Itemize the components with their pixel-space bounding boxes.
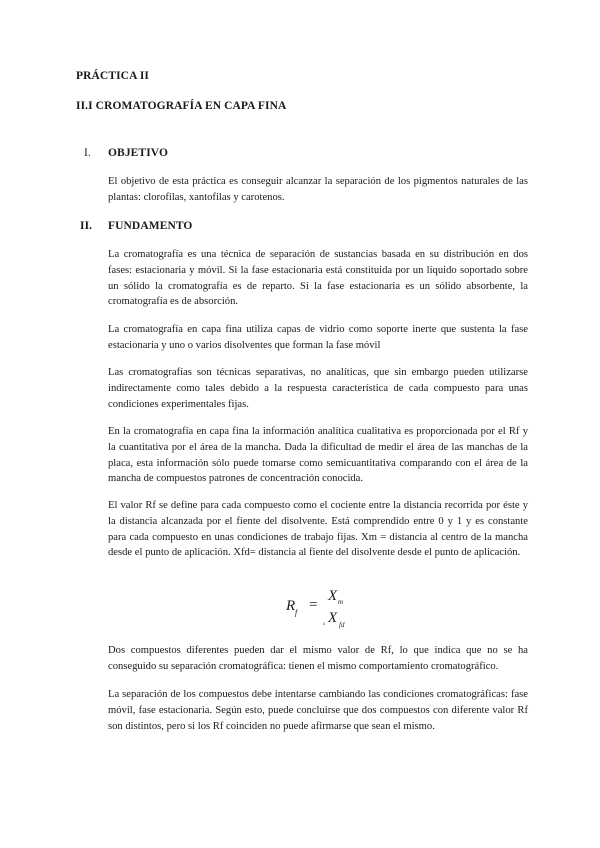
fundamento-heading: FUNDAMENTO bbox=[108, 220, 193, 232]
section-title: II.I CROMATOGRAFÍA EN CAPA FINA bbox=[76, 100, 287, 112]
fundamento-paragraph-5: El valor Rf se define para cada compuesto como el cociente entre la distancia recorrida por éste y la distancia alcanzada por el fiente del disolvente. Está comprendido entre 0 y 1 y es constante para cada compuesto en unas condiciones de trabajo fijas. Xm = distancia al centro de la mancha desde el punto de aplicación. Xfd= distancia al fiente del disolvente desde el punto de aplicación. bbox=[108, 500, 528, 559]
objetivo-numeral: I. bbox=[84, 147, 91, 159]
objetivo-heading: OBJETIVO bbox=[108, 147, 169, 159]
formula-numerator: X bbox=[328, 588, 338, 604]
formula-lhs: R bbox=[286, 598, 296, 614]
practice-title: PRÁCTICA II bbox=[76, 70, 149, 82]
objetivo-text: El objetivo de esta práctica es conseguir alcanzar la separación de los pigmentos naturales de las plantas: clorofilas, xantofilas y carotenos. bbox=[108, 176, 528, 203]
formula-equals: = bbox=[309, 597, 318, 613]
fundamento-paragraph-3: Las cromatografías son técnicas separativas, no analíticas, que sin embargo pueden utilizarse indirectamente como tales debido a la respuesta característica de cada compuesto para unas condiciones experimentales fijas. bbox=[108, 367, 528, 410]
rf-formula bbox=[286, 588, 366, 636]
formula-lhs-subscript: f bbox=[295, 608, 298, 617]
formula-numerator-subscript: m bbox=[338, 598, 344, 606]
fundamento-paragraph-1: La cromatografía es una técnica de separación de sustancias basada en su distribución en dos fases: estacionaria y móvil. Si la fase estacionaria está constituida por un líquido soportado sobre un sólido la cromatografía es de reparto. Si la fase estacionaria es un sólido absorbente, la cromatografía es de absorción. bbox=[108, 249, 528, 308]
fundamento-paragraph-4: En la cromatografía en capa fina la información analítica cualitativa es proporcionada por el Rf y la cuantitativa por el área de la mancha. Dada la dificultad de medir el área de las manchas de la placa, esta información sólo puede tomarse como semicuantitativa comparando con el área de la mancha de compuestos patrones de concentración conocida. bbox=[108, 426, 528, 485]
formula-denominator: X bbox=[328, 610, 338, 626]
formula-denominator-subscript: fd bbox=[339, 621, 345, 629]
formula-denominator-prefix: s bbox=[323, 622, 325, 627]
fundamento-paragraph-7: La separación de los compuestos debe intentarse cambiando las condiciones cromatográficas: fase móvil, fase estacionaria. Según esto, puede concluirse que dos compuestos con diferente valor Rf son distintos, pero si los Rf coinciden no puede afirmarse que sean el mismo. bbox=[108, 689, 528, 732]
fundamento-paragraph-6: Dos compuestos diferentes pueden dar el mismo valor de Rf, lo que indica que no se ha conseguido su separación cromatográfica: tienen el mismo comportamiento cromatográfico. bbox=[108, 645, 528, 672]
fundamento-paragraph-2: La cromatografía en capa fina utiliza capas de vidrio como soporte inerte que sustenta la fase estacionaria y uno o varios disolventes que forman la fase móvil bbox=[108, 324, 528, 351]
fundamento-numeral: II. bbox=[80, 220, 93, 232]
